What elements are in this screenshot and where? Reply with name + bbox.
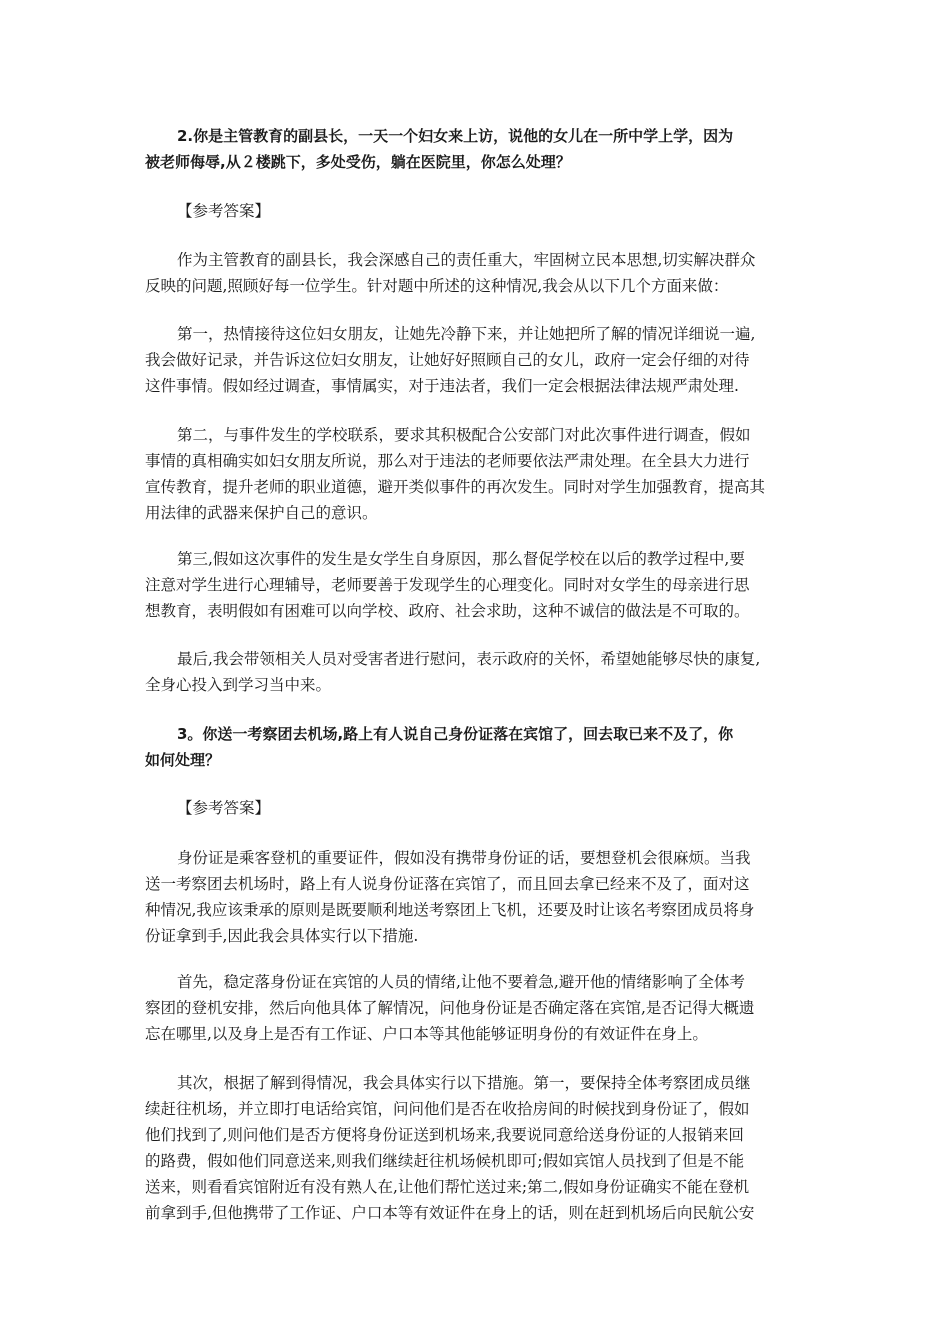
paragraph-line: 身份证是乘客登机的重要证件，假如没有携带身份证的话，要想登机会很麻烦。当我: [177, 849, 751, 867]
paragraph-line: 全身心投入到学习当中来。: [145, 676, 332, 694]
reference-answer-label: [145, 198, 815, 224]
paragraph-line: 想教育，表明假如有困难可以向学校、政府、社会求助，这种不诚信的做法是不可取的。: [145, 602, 750, 620]
question-3-line: 如何处理？: [145, 751, 221, 769]
answer-paragraph: [145, 546, 815, 624]
paragraph-line: 最后,我会带领相关人员对受害者进行慰问，表示政府的关怀，希望她能够尽快的康复,: [177, 650, 761, 668]
paragraph-line: 送一考察团去机场时，路上有人说身份证落在宾馆了，而且回去拿已经来不及了，面对这: [145, 875, 750, 893]
question-2: [145, 123, 815, 175]
paragraph-line: 续赶往机场，并立即打电话给宾馆，问问他们是否在收拾房间的时候找到身份证了，假如: [145, 1100, 750, 1118]
question-2-line: 2.你是主管教育的副县长，一天一个妇女来上访，说他的女儿在一所中学上学，因为: [177, 127, 734, 145]
answer-paragraph: [145, 845, 815, 949]
paragraph-line: 宣传教育，提升老师的职业道德，避开类似事件的再次发生。同时对学生加强教育，提高其: [145, 478, 766, 496]
paragraph-line: 第三,假如这次事件的发生是女学生自身原因，那么督促学校在以后的教学过程中,要: [177, 550, 745, 568]
paragraph-line: 事情的真相确实如妇女朋友所说，那么对于违法的老师要依法严肃处理。在全县大力进行: [145, 452, 750, 470]
paragraph-line: 前拿到手,但他携带了工作证、户口本等有效证件在身上的话，则在赶到机场后向民航公安: [145, 1204, 755, 1222]
paragraph-line: 注意对学生进行心理辅导，老师要善于发现学生的心理变化。同时对女学生的母亲进行思: [145, 576, 750, 594]
question-3: [145, 721, 815, 773]
question-3-line: 3。你送一考察团去机场,路上有人说自己身份证落在宾馆了，回去取已来不及了，你: [177, 725, 734, 743]
paragraph-line: 第一，热情接待这位妇女朋友，让她先冷静下来，并让她把所了解的情况详细说一遍,: [177, 325, 756, 343]
paragraph-line: 反映的问题,照顾好每一位学生。针对题中所述的这种情况,我会从以下几个方面来做：: [145, 277, 729, 295]
paragraph-line: 忘在哪里,以及身上是否有工作证、户口本等其他能够证明身份的有效证件在身上。: [145, 1025, 708, 1043]
answer-paragraph: [145, 321, 815, 399]
answer-paragraph: [145, 1070, 815, 1226]
paragraph-line: 这件事情。假如经过调查，事情属实，对于违法者，我们一定会根据法律法规严肃处理.: [145, 377, 739, 395]
paragraph-line: 份证拿到手,因此我会具体实行以下措施.: [145, 927, 419, 945]
paragraph-line: 他们找到了,则问他们是否方便将身份证送到机场来,我要说同意给送身份证的人报销来回: [145, 1126, 744, 1144]
paragraph-line: 其次，根据了解到得情况，我会具体实行以下措施。第一，要保持全体考察团成员继: [177, 1074, 751, 1092]
answer-paragraph: [145, 969, 815, 1047]
paragraph-line: 作为主管教育的副县长，我会深感自己的责任重大，牢固树立民本思想,切实解决群众: [177, 251, 756, 269]
paragraph-line: 种情况,我应该秉承的原则是既要顺利地送考察团上飞机，还要及时让该名考察团成员将身: [145, 901, 755, 919]
answer-paragraph: [145, 646, 815, 698]
answer-paragraph: [145, 247, 815, 299]
paragraph-line: 用法律的武器来保护自己的意识。: [145, 504, 378, 522]
reference-answer-label: [145, 795, 815, 821]
reference-answer-label-text: 【参考答案】: [177, 202, 271, 220]
paragraph-line: 我会做好记录，并告诉这位妇女朋友，让她好好照顾自己的女儿，政府一定会仔细的对待: [145, 351, 750, 369]
paragraph-line: 送来，则看看宾馆附近有没有熟人在,让他们帮忙送过来;第二,假如身份证确实不能在登机: [145, 1178, 750, 1196]
paragraph-line: 察团的登机安排，然后向他具体了解情况，问他身份证是否确定落在宾馆,是否记得大概遗: [145, 999, 755, 1017]
paragraph-line: 的路费，假如他们同意送来,则我们继续赶往机场候机即可;假如宾馆人员找到了但是不能: [145, 1152, 745, 1170]
paragraph-line: 第二，与事件发生的学校联系，要求其积极配合公安部门对此次事件进行调查，假如: [177, 426, 751, 444]
reference-answer-label-text: 【参考答案】: [177, 799, 271, 817]
paragraph-line: 首先，稳定落身份证在宾馆的人员的情绪,让他不要着急,避开他的情绪影响了全体考: [177, 973, 745, 991]
question-2-line: 被老师侮辱,从２楼跳下，多处受伤，躺在医院里，你怎么处理？: [145, 153, 571, 171]
answer-paragraph: [145, 422, 815, 526]
